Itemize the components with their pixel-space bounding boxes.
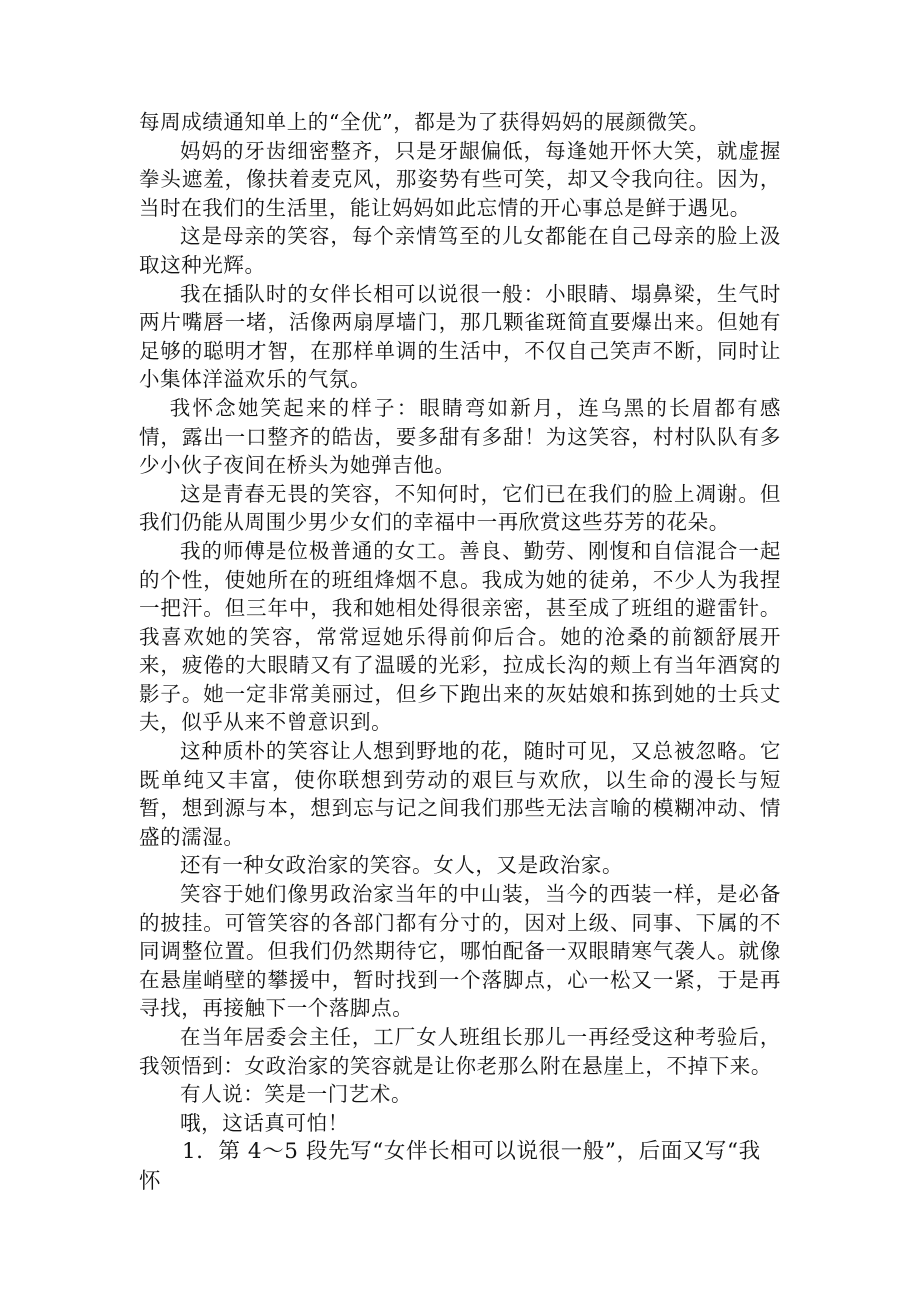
paragraph-8: 这种质朴的笑容让人想到野地的花，随时可见，又总被忽略。它既单纯又丰富，使你联想到劳动的艰巨与欢欣，以生命的漫长与短暂，想到源与本，想到忘与记之间我们那些无法言喻的模糊冲动、情盛的濡湿。 (139, 739, 781, 849)
paragraph-11: 在当年居委会主任，工厂女人班组长那儿一再经受这种考验后，我领悟到：女政治家的笑容就是让你老那么附在悬崖上，不掉下来。 (139, 1025, 781, 1078)
paragraph-12: 有人说：笑是一门艺术。 (180, 1082, 413, 1107)
question-1: 1．第 4～5 段先写“女伴长相可以说很一般”，后面又写“我怀 (139, 1139, 761, 1195)
paragraph-5: 我怀念她笑起来的样子：眼睛弯如新月，连乌黑的长眉都有感情，露出一口整齐的皓齿，要多甜有多甜！为这笑容，村村队队有多少小伙子夜间在桥头为她弹吉他。 (139, 395, 781, 478)
article-body (139, 108, 781, 1197)
paragraph-13: 哦，这话真可怕！ (180, 1110, 349, 1135)
paragraph-1: 每周成绩通知单上的“全优”，都是为了获得妈妈的展颜微笑。 (139, 110, 710, 134)
paragraph-10: 笑容于她们像男政治家当年的中山装，当今的西装一样，是必备的披挂。可管笑容的各部门都有分寸的，因对上级、同事、下属的不同调整位置。但我们仍然期待它，哪怕配备一双眼睛寒气袭人。就像在悬崖峭壁的攀援中，暂时找到一个落脚点，心一松又一紧，于是再寻找，再接触下一个落脚点。 (139, 882, 781, 1021)
paragraph-3: 这是母亲的笑容，每个亲情笃至的儿女都能在自己母亲的脸上汲取这种光辉。 (139, 224, 781, 277)
paragraph-6: 这是青春无畏的笑容，不知何时，它们已在我们的脸上凋谢。但我们仍能从周围少男少女们的幸福中一再欣赏这些芬芳的花朵。 (139, 481, 781, 535)
paragraph-7: 我的师傅是位极普通的女工。善良、勤劳、刚愎和自信混合一起的个性，使她所在的班组烽烟不息。我成为她的徒弟，不少人为我捏一把汗。但三年中，我和她相处得很亲密，甚至成了班组的避雷针。我喜欢她的笑容，常常逗她乐得前仰后合。她的沧桑的前额舒展开来，疲倦的大眼睛又有了温暖的光彩，拉成长沟的颊上有当年酒窝的影子。她一定非常美丽过，但乡下跑出来的灰姑娘和拣到她的士兵丈夫，似乎从来不曾意识到。 (139, 538, 781, 735)
paragraph-4: 我在插队时的女伴长相可以说很一般：小眼睛、塌鼻梁，生气时两片嘴唇一堵，活像两扇厚墙门，那几颗雀斑简直要爆出来。但她有足够的聪明才智，在那样单调的生活中，不仅自己笑声不断，同时让小集体洋溢欢乐的气氛。 (139, 281, 781, 392)
paragraph-2: 妈妈的牙齿细密整齐，只是牙龈偏低，每逢她开怀大笑，就虚握拳头遮羞，像扶着麦克风，那姿势有些可笑，却又令我向往。因为，当时在我们的生活里，能让妈妈如此忘情的开心事总是鲜于遇见。 (139, 138, 781, 220)
paragraph-9: 还有一种女政治家的笑容。女人，又是政治家。 (180, 853, 624, 878)
